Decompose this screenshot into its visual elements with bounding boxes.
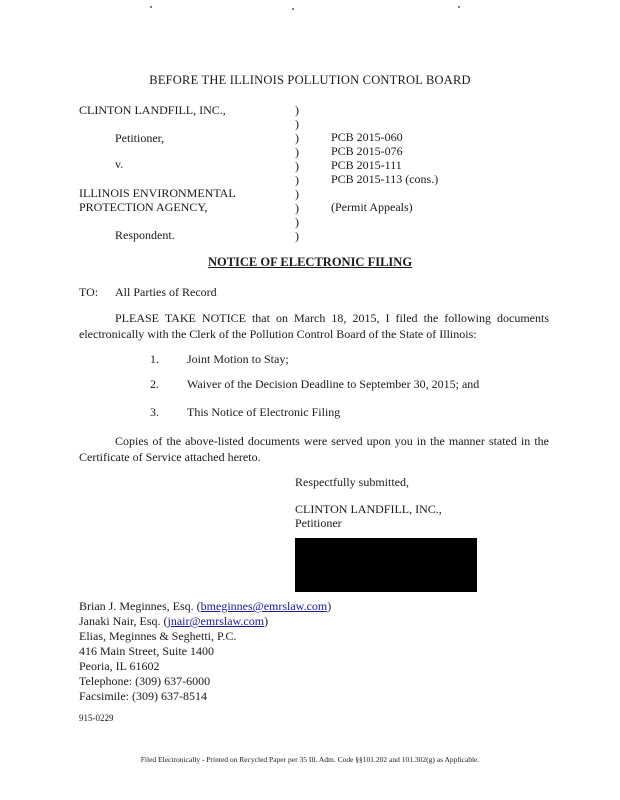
to-value: All Parties of Record	[115, 285, 217, 299]
firm-telephone: Telephone: (309) 637-6000	[79, 674, 211, 688]
caption-paren: )	[295, 215, 299, 229]
respondent-name-line1: ILLINOIS ENVIRONMENTAL	[79, 186, 236, 200]
firm-street: 416 Main Street, Suite 1400	[79, 644, 214, 658]
attorney-1-email-link[interactable]: bmeginnes@emrslaw.com	[200, 599, 328, 613]
attorney-2-close: )	[264, 614, 269, 628]
signature-role: Petitioner	[295, 516, 342, 530]
file-number: 915-0229	[79, 713, 114, 723]
caption-paren: )	[295, 229, 299, 243]
caption-paren: )	[295, 173, 299, 187]
case-number: PCB 2015-111	[331, 158, 402, 172]
case-number: PCB 2015-076	[331, 144, 403, 158]
respondent-role: Respondent.	[115, 228, 175, 242]
case-number: PCB 2015-060	[331, 130, 403, 144]
document-item: Joint Motion to Stay;	[187, 352, 289, 366]
scan-speck	[458, 6, 460, 8]
document-number: 1.	[150, 352, 159, 366]
notice-title: NOTICE OF ELECTRONIC FILING	[207, 255, 413, 269]
scan-speck	[150, 6, 152, 8]
caption-paren: )	[295, 131, 299, 145]
case-number: PCB 2015-113 (cons.)	[331, 172, 439, 186]
service-paragraph	[79, 433, 549, 465]
caption-paren: )	[295, 201, 299, 215]
notice-body	[79, 310, 549, 342]
to-label: TO:	[79, 285, 99, 299]
caption-paren: )	[295, 159, 299, 173]
petitioner-name: CLINTON LANDFILL, INC.,	[79, 103, 226, 117]
page-footer: Filed Electronically - Printed on Recycled Paper per 35 Ill. Adm. Code §§101.202 and 101.302(g) as Applicable.	[140, 755, 480, 764]
document-number: 3.	[150, 405, 159, 419]
attorney-1	[79, 599, 331, 614]
firm-name: Elias, Meginnes & Seghetti, P.C.	[79, 629, 237, 643]
respondent-name-line2: PROTECTION AGENCY,	[79, 200, 208, 214]
notice-body-text: PLEASE TAKE NOTICE that on March 18, 2015, I filed the following documents electronically with the Clerk of the Pollution Control Board of the State of Illinois:	[79, 311, 549, 341]
petitioner-role: Petitioner,	[115, 131, 165, 145]
document-item: Waiver of the Decision Deadline to September 30, 2015; and	[187, 377, 480, 391]
case-type: (Permit Appeals)	[331, 200, 413, 214]
closing: Respectfully submitted,	[295, 475, 409, 489]
attorney-1-close: )	[327, 599, 332, 613]
service-text: Copies of the above-listed documents were served upon you in the manner stated in the Certificate of Service attached hereto.	[79, 434, 549, 464]
attorney-2	[79, 614, 268, 629]
board-title: BEFORE THE ILLINOIS POLLUTION CONTROL BOARD	[149, 73, 471, 87]
caption-paren: )	[295, 187, 299, 201]
firm-city: Peoria, IL 61602	[79, 659, 160, 673]
document-number: 2.	[150, 377, 159, 391]
attorney-2-name: Janaki Nair, Esq. (	[79, 614, 168, 628]
versus: v.	[115, 157, 124, 171]
attorney-1-name: Brian J. Meginnes, Esq. (	[79, 599, 201, 613]
firm-facsimile: Facsimile: (309) 637-8514	[79, 689, 207, 703]
caption-paren: )	[295, 117, 299, 131]
caption-paren: )	[295, 103, 299, 117]
caption-paren: )	[295, 145, 299, 159]
signature-party: CLINTON LANDFILL, INC.,	[295, 502, 442, 516]
document-item: This Notice of Electronic Filing	[187, 405, 341, 419]
scan-speck	[292, 8, 294, 10]
signature-redaction	[295, 538, 477, 592]
attorney-2-email-link[interactable]: jnair@emrslaw.com	[167, 614, 265, 628]
